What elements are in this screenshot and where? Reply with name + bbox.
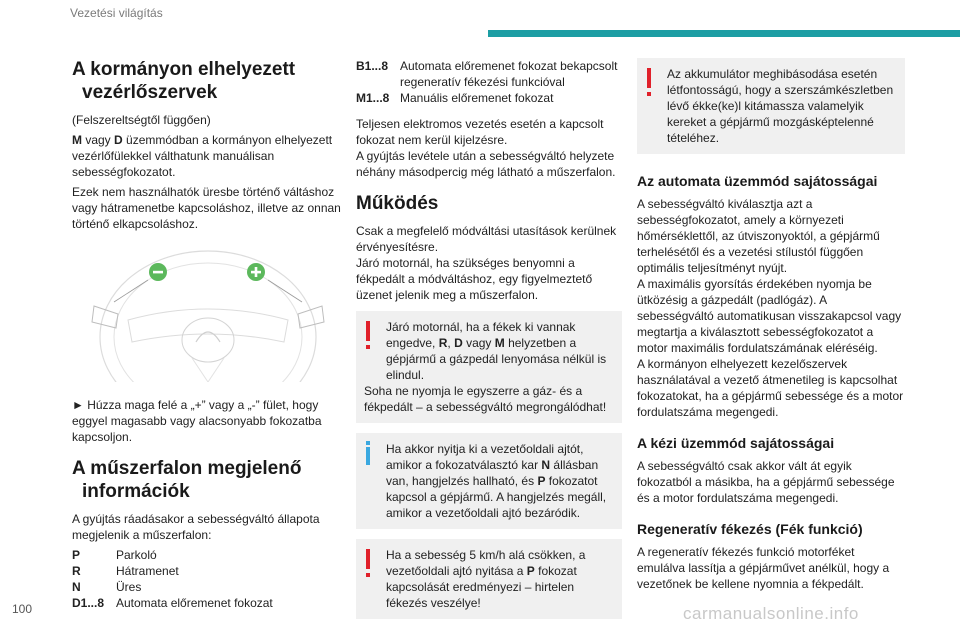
list-item <box>356 58 622 90</box>
list-item <box>72 547 342 563</box>
gear-code: M1...8 <box>356 91 390 105</box>
warning-note <box>356 539 622 619</box>
paragraph <box>72 132 342 180</box>
subheading-automatic-mode: Az automata üzemmód sajátosságai <box>637 173 878 189</box>
note-text <box>364 319 614 383</box>
plus-icon <box>247 263 265 281</box>
paragraph: A sebességváltó csak akkor vált át egyik fokozatból a másikba, ha a gépjármű sebessége és a motor fordulatszáma megengedi. <box>637 459 895 505</box>
text: Ha akkor nyitja ki a vezetőoldali ajtót, amikor a fokozatválasztó kar <box>386 442 584 472</box>
warning-icon <box>647 68 651 88</box>
text: állásban van, hangjelzés hallható, és <box>386 458 599 488</box>
column-right <box>637 58 905 596</box>
gear-code: R <box>72 564 81 578</box>
text: vagy <box>82 133 115 147</box>
note-text: Soha ne nyomja le egyszerre a gáz- és a fékpedált – a sebességváltó megrongálódhat! <box>364 384 607 414</box>
heading-line: információk <box>82 481 190 502</box>
paragraph: A kormányon elhelyezett kezelőszervek használatával a vezető átmenetileg is kapcsolhat fokozatokat, ha a gépjármű sebessége és a motor fordulatszáma megengedi. <box>637 357 904 419</box>
text: vagy <box>462 336 495 350</box>
section-heading-operation: Működés <box>356 193 439 214</box>
warning-note <box>356 311 622 423</box>
paragraph: Járó motornál, ha szükséges benyomni a fékpedált a módváltáshoz, egy figyelmeztető üzenet jelenik meg a műszerfalon. <box>356 256 593 302</box>
heading-line: A műszerfalon megjelenő <box>72 458 302 479</box>
text: fokozat kapcsolását eredményezi – hirtelen fékezés veszélye! <box>386 564 577 610</box>
list-item <box>356 90 622 106</box>
text: üzemmódban a kormányon elhelyezett vezérlőfülekkel válthatunk manuálisan sebességfokozatot. <box>72 133 333 179</box>
minus-paddle <box>92 306 118 328</box>
bold-letter: D <box>454 336 463 350</box>
gear-code: D1...8 <box>72 596 105 610</box>
heading-line: A kormányon elhelyezett <box>72 59 296 80</box>
paragraph: A sebességváltó kiválasztja azt a sebességfokozatot, amely a környezeti hőmérséklettől, az útviszonyoktól, a gépjármű terhelésétől és a vezetési stílustól függően optimális teljesítményt nyújt. <box>637 197 880 275</box>
instruction-bullet: ► Húzza maga felé a „+” vagy a „-” fület, hogy eggyel magasabb vagy alacsonyabb fokozatba kapcsoljon. <box>72 398 322 444</box>
note-text <box>364 547 614 611</box>
gear-description: Automata előremenet fokozat <box>116 596 273 610</box>
list-item <box>72 579 342 595</box>
bold-letter: M <box>72 133 82 147</box>
text: helyzetben a gépjármű a gázpedál lenyomása nélkül is elindul. <box>386 336 607 382</box>
gear-description: Hátramenet <box>116 564 179 578</box>
gear-code: N <box>72 580 81 594</box>
text: , <box>447 336 455 350</box>
heading-line: vezérlőszervek <box>82 82 218 103</box>
warning-icon <box>366 321 370 341</box>
column-left <box>72 58 342 611</box>
note-text: Az akkumulátor meghibásodása esetén létfontosságú, hogy a szerszámkészletben lévő ékke(ke)l kitámassza valamelyik kereket a gépjármű mozgásképtelenné tételéhez. <box>667 67 894 145</box>
info-note <box>356 433 622 529</box>
gear-code: B1...8 <box>356 59 389 73</box>
info-icon <box>366 447 370 465</box>
running-header: Vezetési világítás <box>70 6 163 20</box>
plus-paddle <box>298 306 324 328</box>
bold-letter: P <box>537 474 546 488</box>
subheading-regenerative-braking: Regeneratív fékezés (Fék funkció) <box>637 521 863 537</box>
paragraph: A gyújtás ráadásakor a sebességváltó állapota megjelenik a műszerfalon: <box>72 512 320 542</box>
header-accent-bar <box>488 30 960 37</box>
bold-letter: R <box>438 336 448 350</box>
paragraph: A maximális gyorsítás érdekében nyomja be ütközésig a gázpedált (padlógáz). A sebességváltó automatikusan visszakapcsol vagy megtartja a kiválasztott sebességfokozatot a motor maximális fordulatszámának eléréséig. <box>637 277 902 355</box>
watermark: carmanualsonline.info <box>683 604 859 623</box>
text: Járó motornál, ha a fékek ki vannak engedve, <box>386 320 576 350</box>
steering-wheel-illustration <box>88 242 328 382</box>
warning-note <box>637 58 905 154</box>
text: Ha a sebesség 5 km/h alá csökken, a vezetőoldali ajtó nyitása a <box>386 548 586 578</box>
minus-icon <box>149 263 167 281</box>
bold-letter: D <box>114 133 123 147</box>
page-number: 100 <box>12 602 33 616</box>
paragraph: Ezek nem használhatók üresbe történő váltáshoz vagy hátramenetbe kapcsoláshoz, illetve az onnan történő elkapcsoláshoz. <box>72 185 341 231</box>
gear-state-list <box>72 547 342 611</box>
gear-code: P <box>72 548 81 562</box>
paragraph: Csak a megfelelő módváltási utasítások kerülnek érvényesítésre. <box>356 224 617 254</box>
warning-icon <box>366 549 370 569</box>
paragraph: A regeneratív fékezés funkció motorféket emulálva lassítja a gépjárművet anélkül, hogy a vezetőnek be kellene nyomnia a fékpedált. <box>637 545 890 591</box>
paragraph: (Felszereltségtől függően) <box>72 113 211 127</box>
text: fokozatot kapcsol a gépjármű. A hangjelzés megáll, amikor a vezetőoldali ajtó bezáródik. <box>386 474 607 520</box>
section-heading-instrument-info <box>72 457 342 503</box>
paragraph: Teljesen elektromos vezetés esetén a kapcsolt fokozat nem kerül kijelzésre. <box>356 117 604 147</box>
column-middle <box>356 58 622 629</box>
subheading-manual-mode: A kézi üzemmód sajátosságai <box>637 435 835 451</box>
gear-description: Manuális előremenet fokozat <box>400 91 554 105</box>
section-heading-steering-controls <box>72 58 342 104</box>
paragraph: A gyújtás levétele után a sebességváltó helyzete néhány másodpercig még látható a műszerfalon. <box>356 149 616 179</box>
gear-description: Parkoló <box>116 548 157 562</box>
gear-description: Automata előremenet fokozat bekapcsolt regeneratív fékezési funkcióval <box>400 59 618 89</box>
bold-letter: N <box>541 458 551 472</box>
bold-letter: P <box>526 564 535 578</box>
list-item <box>72 595 342 611</box>
bold-letter: M <box>494 336 505 350</box>
list-item <box>72 563 342 579</box>
gear-description: Üres <box>116 580 142 594</box>
note-text <box>364 441 614 521</box>
